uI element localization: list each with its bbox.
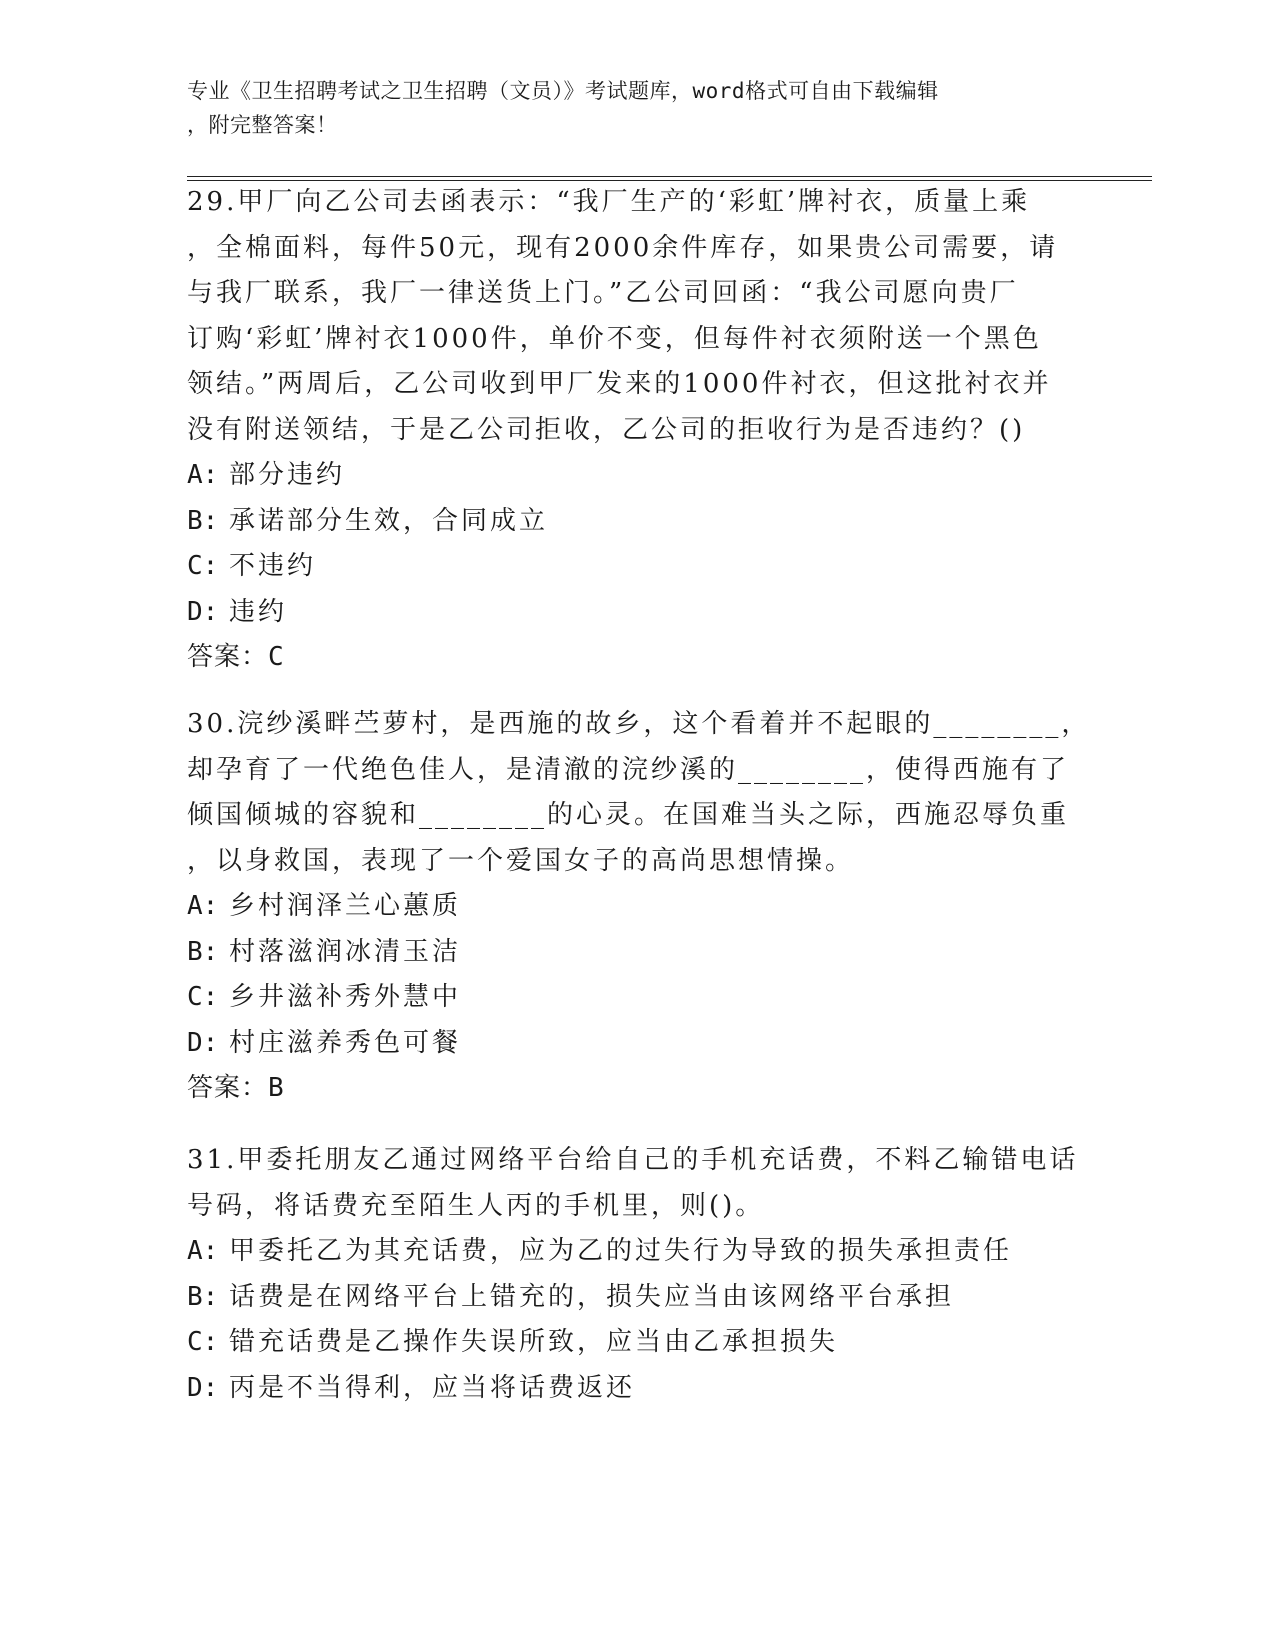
option-b — [187, 930, 1087, 976]
option-key: D: — [187, 1372, 219, 1403]
question-text-line: 倾国倾城的容貌和________的心灵。在国难当头之际，西施忍辱负重 — [187, 800, 1070, 830]
option-text: 甲委托乙为其充话费，应为乙的过失行为导致的损失承担责任 — [229, 1236, 1013, 1266]
option-d — [187, 590, 1087, 636]
option-text: 话费是在网络平台上错充的，损失应当由该网络平台承担 — [229, 1281, 955, 1312]
document-page — [187, 0, 1152, 1650]
header-line: 专业《卫生招聘考试之卫生招聘（文员）》考试题库，word格式可自由下载编辑 — [187, 79, 939, 103]
option-text: 村庄滋养秀色可餐 — [229, 1027, 462, 1058]
option-key: C: — [187, 551, 219, 581]
header-line: ，附完整答案！ — [187, 113, 338, 137]
question-text-line: 号码，将话费充至陌生人丙的手机里，则()。 — [187, 1190, 765, 1221]
option-text: 乡村润泽兰心蕙质 — [229, 891, 462, 921]
option-a — [187, 453, 1087, 499]
option-text: 承诺部分生效，合同成立 — [229, 505, 549, 536]
option-d — [187, 1021, 1087, 1067]
question-text-line: 与我厂联系，我厂一律送货上门。”乙公司回函：“我公司愿向贵厂 — [187, 278, 1019, 308]
document-header — [187, 74, 1067, 142]
option-b — [187, 1275, 1087, 1321]
option-key: B: — [187, 1281, 219, 1312]
option-c — [187, 544, 1087, 590]
option-key: D: — [187, 596, 219, 627]
option-key: B: — [187, 936, 219, 967]
question-text-line: ，全棉面料，每件50元，现有2000余件库存，如果贵公司需要，请 — [187, 232, 1059, 263]
question-text-line: 领结。”两周后，乙公司收到甲厂发来的1000件衬衣，但这批衬衣并 — [187, 369, 1052, 399]
option-text: 违约 — [229, 596, 288, 627]
option-text: 村落滋润冰清玉洁 — [229, 936, 462, 967]
question-text-line: 却孕育了一代绝色佳人，是清澈的浣纱溪的________，使得西施有了 — [187, 754, 1070, 785]
option-key: D: — [187, 1027, 219, 1058]
answer-value: B — [268, 1073, 285, 1103]
option-c — [187, 975, 1087, 1021]
question-text-line: 29.甲厂向乙公司去函表示：“我厂生产的‘彩虹’牌衬衣，质量上乘 — [187, 187, 1031, 217]
answer-line — [187, 1066, 1087, 1112]
option-a — [187, 884, 1087, 930]
option-text: 部分违约 — [229, 460, 346, 490]
option-key: C: — [187, 982, 219, 1012]
question-text-line: 31.甲委托朋友乙通过网络平台给自己的手机充话费，不料乙输错电话 — [187, 1145, 1079, 1175]
answer-value: C — [268, 642, 285, 672]
option-key: B: — [187, 505, 219, 536]
option-key: A: — [187, 891, 219, 921]
option-text: 乡井滋补秀外慧中 — [229, 982, 462, 1012]
question-31 — [187, 1138, 1087, 1411]
question-29 — [187, 180, 1087, 681]
option-b — [187, 499, 1087, 545]
question-text-line: 没有附送领结，于是乙公司拒收，乙公司的拒收行为是否违约？() — [187, 414, 1026, 445]
option-a — [187, 1229, 1087, 1275]
question-text-line: 30.浣纱溪畔苎萝村，是西施的故乡，这个看着并不起眼的________， — [187, 709, 1091, 739]
answer-label: 答案： — [187, 1073, 269, 1103]
option-key: A: — [187, 1236, 219, 1266]
option-key: A: — [187, 460, 219, 490]
question-30 — [187, 702, 1091, 1112]
option-text: 不违约 — [229, 551, 317, 581]
option-text: 错充话费是乙操作失误所致，应当由乙承担损失 — [229, 1327, 839, 1357]
answer-label: 答案： — [187, 642, 269, 672]
answer-line — [187, 635, 1087, 681]
question-text-line: 订购‘彩虹’牌衬衣1000件，单价不变，但每件衬衣须附送一个黑色 — [187, 323, 1042, 354]
question-text-line: ，以身救国，表现了一个爱国女子的高尚思想情操。 — [187, 845, 855, 876]
option-d — [187, 1366, 1087, 1412]
option-key: C: — [187, 1327, 219, 1357]
option-c — [187, 1320, 1087, 1366]
option-text: 丙是不当得利，应当将话费返还 — [229, 1372, 636, 1403]
